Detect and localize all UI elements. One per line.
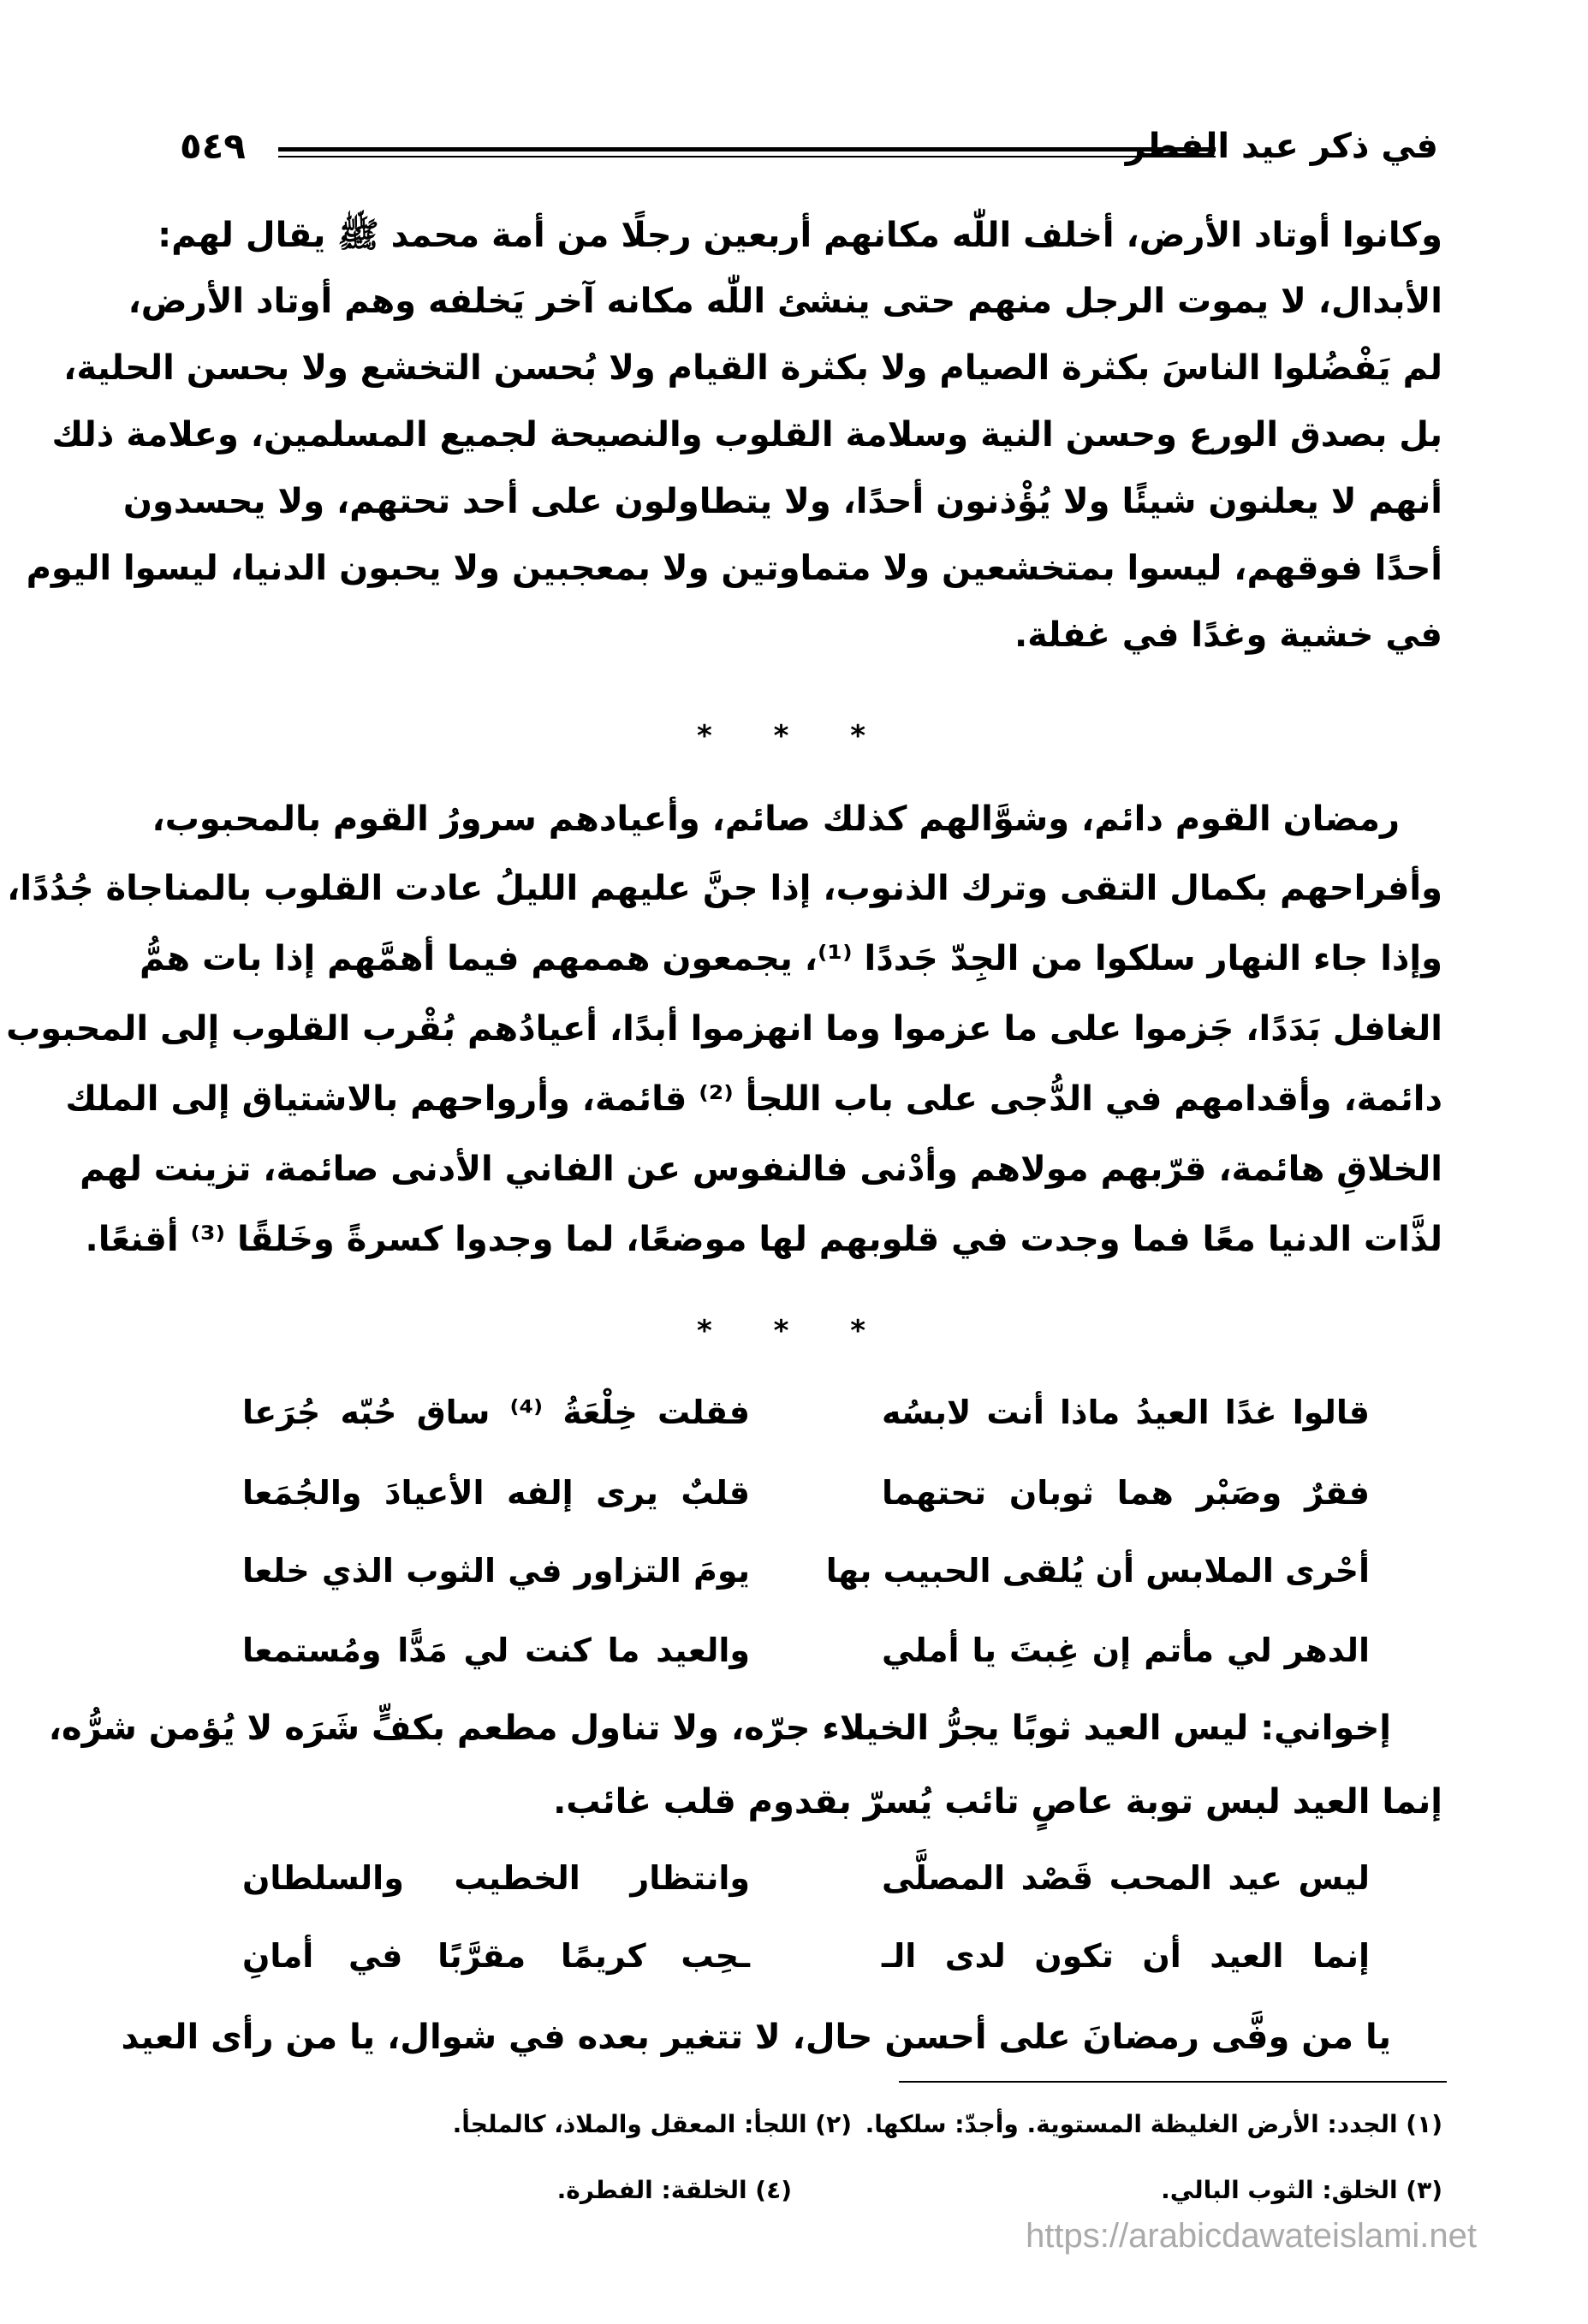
poem-hemistich-left: يومَ التزاور في الثوب الذي خلعا: [242, 1552, 750, 1590]
section-separator: * * *: [696, 1314, 891, 1348]
page-number: ٥٤٩: [180, 125, 246, 167]
paragraph-line: الأبدال، لا يموت الرجل منهم حتى ينشئ اللّٰه مكانه آخر يَخلفه وهم أوتاد الأرض،: [128, 282, 1442, 321]
footnote: (٢) اللجأ: المعقل والملاذ، كالملجأ.: [452, 2110, 852, 2138]
header-rule: [278, 147, 1216, 158]
paragraph-line: الغافل بَدَدًا، جَزموا على ما عزموا وما انهزموا أبدًا، أعيادُهم بُقْرب القلوب إلى المحبوب: [6, 1009, 1442, 1049]
poem-hemistich-right: ليس عيد المحب قَصْد المصلَّى: [882, 1859, 1370, 1897]
paragraph-line: وكانوا أوتاد الأرض، أخلف اللّٰه مكانهم أربعين رجلًا من أمة محمد ﷺ يقال لهم:: [158, 216, 1442, 255]
poem-hemistich-left: وانتظار الخطيب والسلطان: [242, 1859, 750, 1897]
paragraph-line: رمضان القوم دائم، وشوَّالهم كذلك صائم، وأعيادهم سرورُ القوم بالمحبوب،: [152, 799, 1400, 839]
paragraph-line: وأفراحهم بكمال التقى وترك الذنوب، إذا جنَّ عليهم الليلُ عادت القلوب بالمناجاة جُدُدًا،: [7, 869, 1442, 908]
paragraph-line: الخلاقِ هائمة، قرّبهم مولاهم وأدْنى فالنفوس عن الفاني الأدنى صائمة، تزينت لهم: [80, 1150, 1442, 1189]
watermark-url: https://arabicdawateislami.net: [1026, 2217, 1477, 2255]
poem-hemistich-right: أحْرى الملابس أن يُلقى الحبيب بها: [825, 1552, 1370, 1590]
section-separator: * * *: [696, 719, 891, 753]
poem-hemistich-right: فقرٌ وصَبْر هما ثوبان تحتهما: [882, 1474, 1370, 1512]
footnote: (٣) الخلق: الثوب البالي.: [1161, 2176, 1442, 2204]
paragraph-line: في خشية وغدًا في غفلة.: [1014, 615, 1442, 655]
paragraph-line: وإذا جاء النهار سلكوا من الجِدّ جَددًا ⁽¹⁾، يجمعون هممهم فيما أهمَّهم إذا بات همُّ: [140, 939, 1442, 978]
paragraph-line: يا من وفَّى رمضانَ على أحسن حال، لا تتغير بعده في شوال، يا من رأى العيد: [121, 2018, 1391, 2057]
poem-hemistich-left: ـحِب كريمًا مقرَّبًا في أمانِ: [242, 1937, 750, 1975]
paragraph-lead: إخواني:: [1260, 1709, 1391, 1748]
paragraph-line: دائمة، وأقدامهم في الدُّجى على باب اللجأ ⁽²⁾ قائمة، وأرواحهم بالاشتياق إلى الملك: [65, 1079, 1442, 1119]
paragraph-line: أحدًا فوقهم، ليسوا بمتخشعين ولا متماوتين ولا بمعجبين ولا يحبون الدنيا، ليسوا اليوم: [26, 549, 1442, 588]
poem-hemistich-left: والعيد ما كنت لي مَدًّا ومُستمعا: [242, 1632, 750, 1669]
paragraph-line: لذَّات الدنيا معًا فما وجدت في قلوبهم لها موضعًا، لما وجدوا كسرةً وخَلقًا ⁽³⁾ أقنعًا.: [85, 1220, 1442, 1259]
poem-hemistich-left: قلبٌ يرى إلفه الأعيادَ والجُمَعا: [242, 1474, 750, 1512]
running-header-title: في ذكر عيد الفطر: [1125, 127, 1438, 166]
paragraph-line: [48, 1703, 1391, 1754]
paragraph-line: أنهم لا يعلنون شيئًا ولا يُؤْذنون أحدًا، ولا يتطاولون على أحد تحتهم، ولا يحسدون: [122, 482, 1442, 521]
paragraph-line: إنما العيد لبس توبة عاصٍ تائب يُسرّ بقدوم قلب غائب.: [553, 1782, 1442, 1822]
paragraph-line: بل بصدق الورع وحسن النية وسلامة القلوب والنصيحة لجميع المسلمين، وعلامة ذلك: [51, 415, 1442, 455]
poem-hemistich-right: الدهر لي مأتم إن غِبتَ يا أملي: [882, 1632, 1370, 1669]
poem-hemistich-right: قالوا غدًا العيدُ ماذا أنت لابسُه: [882, 1394, 1370, 1431]
footnote: (١) الجدد: الأرض الغليظة المستوية. وأجدّ: سلكها.: [865, 2110, 1442, 2138]
paragraph-text: ليس العيد ثوبًا يجرُّ الخيلاء جرّه، ولا تناول مطعم بكفٍّ شَرَه لا يُؤمن شرُّه،: [48, 1709, 1249, 1748]
poem-hemistich-right: إنما العيد أن تكون لدى الـ: [882, 1937, 1370, 1975]
footnote-rule: [899, 2081, 1447, 2083]
footnote: (٤) الخلقة: الفطرة.: [556, 2176, 792, 2204]
paragraph-line: لم يَفْضُلوا الناسَ بكثرة الصيام ولا بكثرة القيام ولا بُحسن التخشع ولا بحسن الحلية،: [63, 348, 1442, 388]
poem-hemistich-left: فقلت خِلْعَةُ ⁽⁴⁾ ساق حُبّه جُرَعا: [242, 1394, 750, 1431]
